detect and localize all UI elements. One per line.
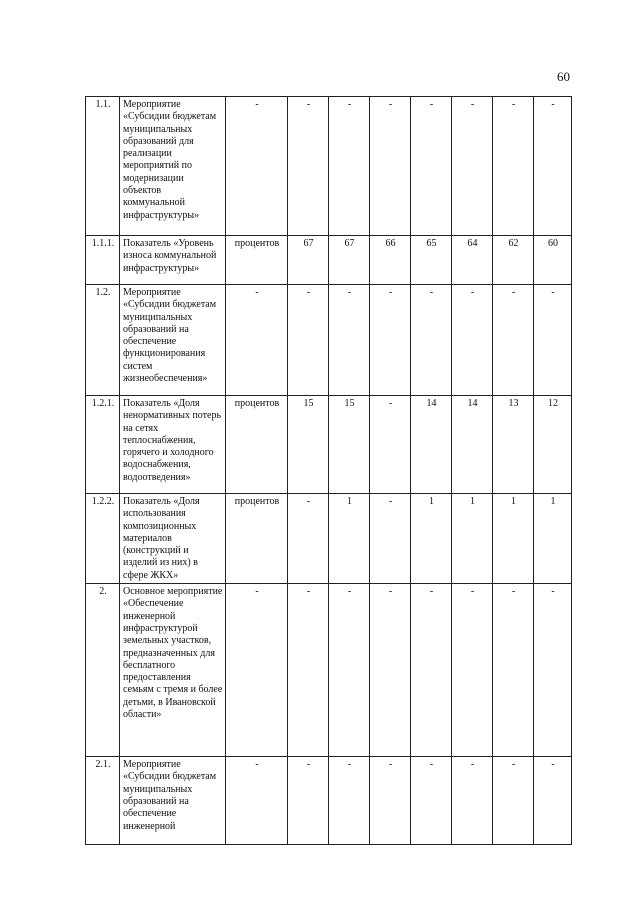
row-value: 1 [411, 494, 452, 584]
row-name: Мероприятие «Субсидии бюджетам муниципальных образований на обеспечение инженерной [120, 757, 226, 845]
row-value: - [288, 494, 329, 584]
row-value: 1 [534, 494, 572, 584]
row-value: 12 [534, 396, 572, 494]
row-value: - [452, 757, 493, 845]
row-unit: - [226, 757, 288, 845]
row-name: Мероприятие «Субсидии бюджетам муниципальных образований для реализации мероприятий по модернизации объектов коммунальной инфраструктуры» [120, 97, 226, 236]
row-unit: - [226, 285, 288, 396]
row-value: - [534, 584, 572, 757]
row-value: - [288, 97, 329, 236]
row-value: - [288, 757, 329, 845]
row-value: - [370, 494, 411, 584]
table-row [86, 494, 572, 584]
row-value: 1 [452, 494, 493, 584]
row-value: 15 [288, 396, 329, 494]
row-value: 67 [329, 236, 370, 285]
row-value: - [370, 396, 411, 494]
table-row [86, 757, 572, 845]
row-value: 64 [452, 236, 493, 285]
row-value: - [411, 757, 452, 845]
row-value: 1 [493, 494, 534, 584]
row-value: - [288, 584, 329, 757]
row-value: 66 [370, 236, 411, 285]
row-value: - [452, 584, 493, 757]
row-value: 15 [329, 396, 370, 494]
row-value: - [411, 285, 452, 396]
row-value: 14 [452, 396, 493, 494]
table-row [86, 97, 572, 236]
row-value: 1 [329, 494, 370, 584]
row-name: Основное мероприятие «Обеспечение инженерной инфраструктурой земельных участков, предназначенных для бесплатного предоставления семьям с тремя и более детьми, в Ивановской области» [120, 584, 226, 757]
row-number: 1.2.1. [86, 396, 120, 494]
row-name: Показатель «Доля ненормативных потерь на сетях теплоснабжения, горячего и холодного водоснабжения, водоотведения» [120, 396, 226, 494]
row-value: - [493, 97, 534, 236]
row-value: 14 [411, 396, 452, 494]
row-value: - [452, 97, 493, 236]
row-value: - [288, 285, 329, 396]
row-value: - [329, 285, 370, 396]
row-value: - [329, 97, 370, 236]
row-value: - [452, 285, 493, 396]
row-unit: - [226, 97, 288, 236]
row-value: 67 [288, 236, 329, 285]
row-value: - [329, 584, 370, 757]
row-value: 13 [493, 396, 534, 494]
page-number: 60 [557, 69, 570, 84]
row-number: 2. [86, 584, 120, 757]
row-value: - [329, 757, 370, 845]
row-unit: процентов [226, 396, 288, 494]
row-value: 62 [493, 236, 534, 285]
row-value: - [370, 757, 411, 845]
row-value: - [493, 757, 534, 845]
row-unit: процентов [226, 494, 288, 584]
row-value: 60 [534, 236, 572, 285]
row-number: 1.2. [86, 285, 120, 396]
row-value: - [411, 97, 452, 236]
row-value: - [534, 97, 572, 236]
row-value: - [370, 584, 411, 757]
row-unit: - [226, 584, 288, 757]
indicators-table [85, 96, 572, 845]
table-row [86, 396, 572, 494]
row-value: - [534, 757, 572, 845]
table-row [86, 285, 572, 396]
row-value: - [534, 285, 572, 396]
row-value: - [493, 584, 534, 757]
row-value: - [411, 584, 452, 757]
row-number: 1.1. [86, 97, 120, 236]
row-value: - [370, 285, 411, 396]
row-name: Показатель «Уровень износа коммунальной инфраструктуры» [120, 236, 226, 285]
row-unit: процентов [226, 236, 288, 285]
row-name: Показатель «Доля использования композиционных материалов (конструкций и изделий из них) в сфере ЖКХ» [120, 494, 226, 584]
row-value: 65 [411, 236, 452, 285]
row-name: Мероприятие «Субсидии бюджетам муниципальных образований на обеспечение функционирования систем жизнеобеспечения» [120, 285, 226, 396]
row-value: - [493, 285, 534, 396]
row-number: 1.2.2. [86, 494, 120, 584]
row-number: 2.1. [86, 757, 120, 845]
row-number: 1.1.1. [86, 236, 120, 285]
row-value: - [370, 97, 411, 236]
table-row [86, 236, 572, 285]
table-row [86, 584, 572, 757]
